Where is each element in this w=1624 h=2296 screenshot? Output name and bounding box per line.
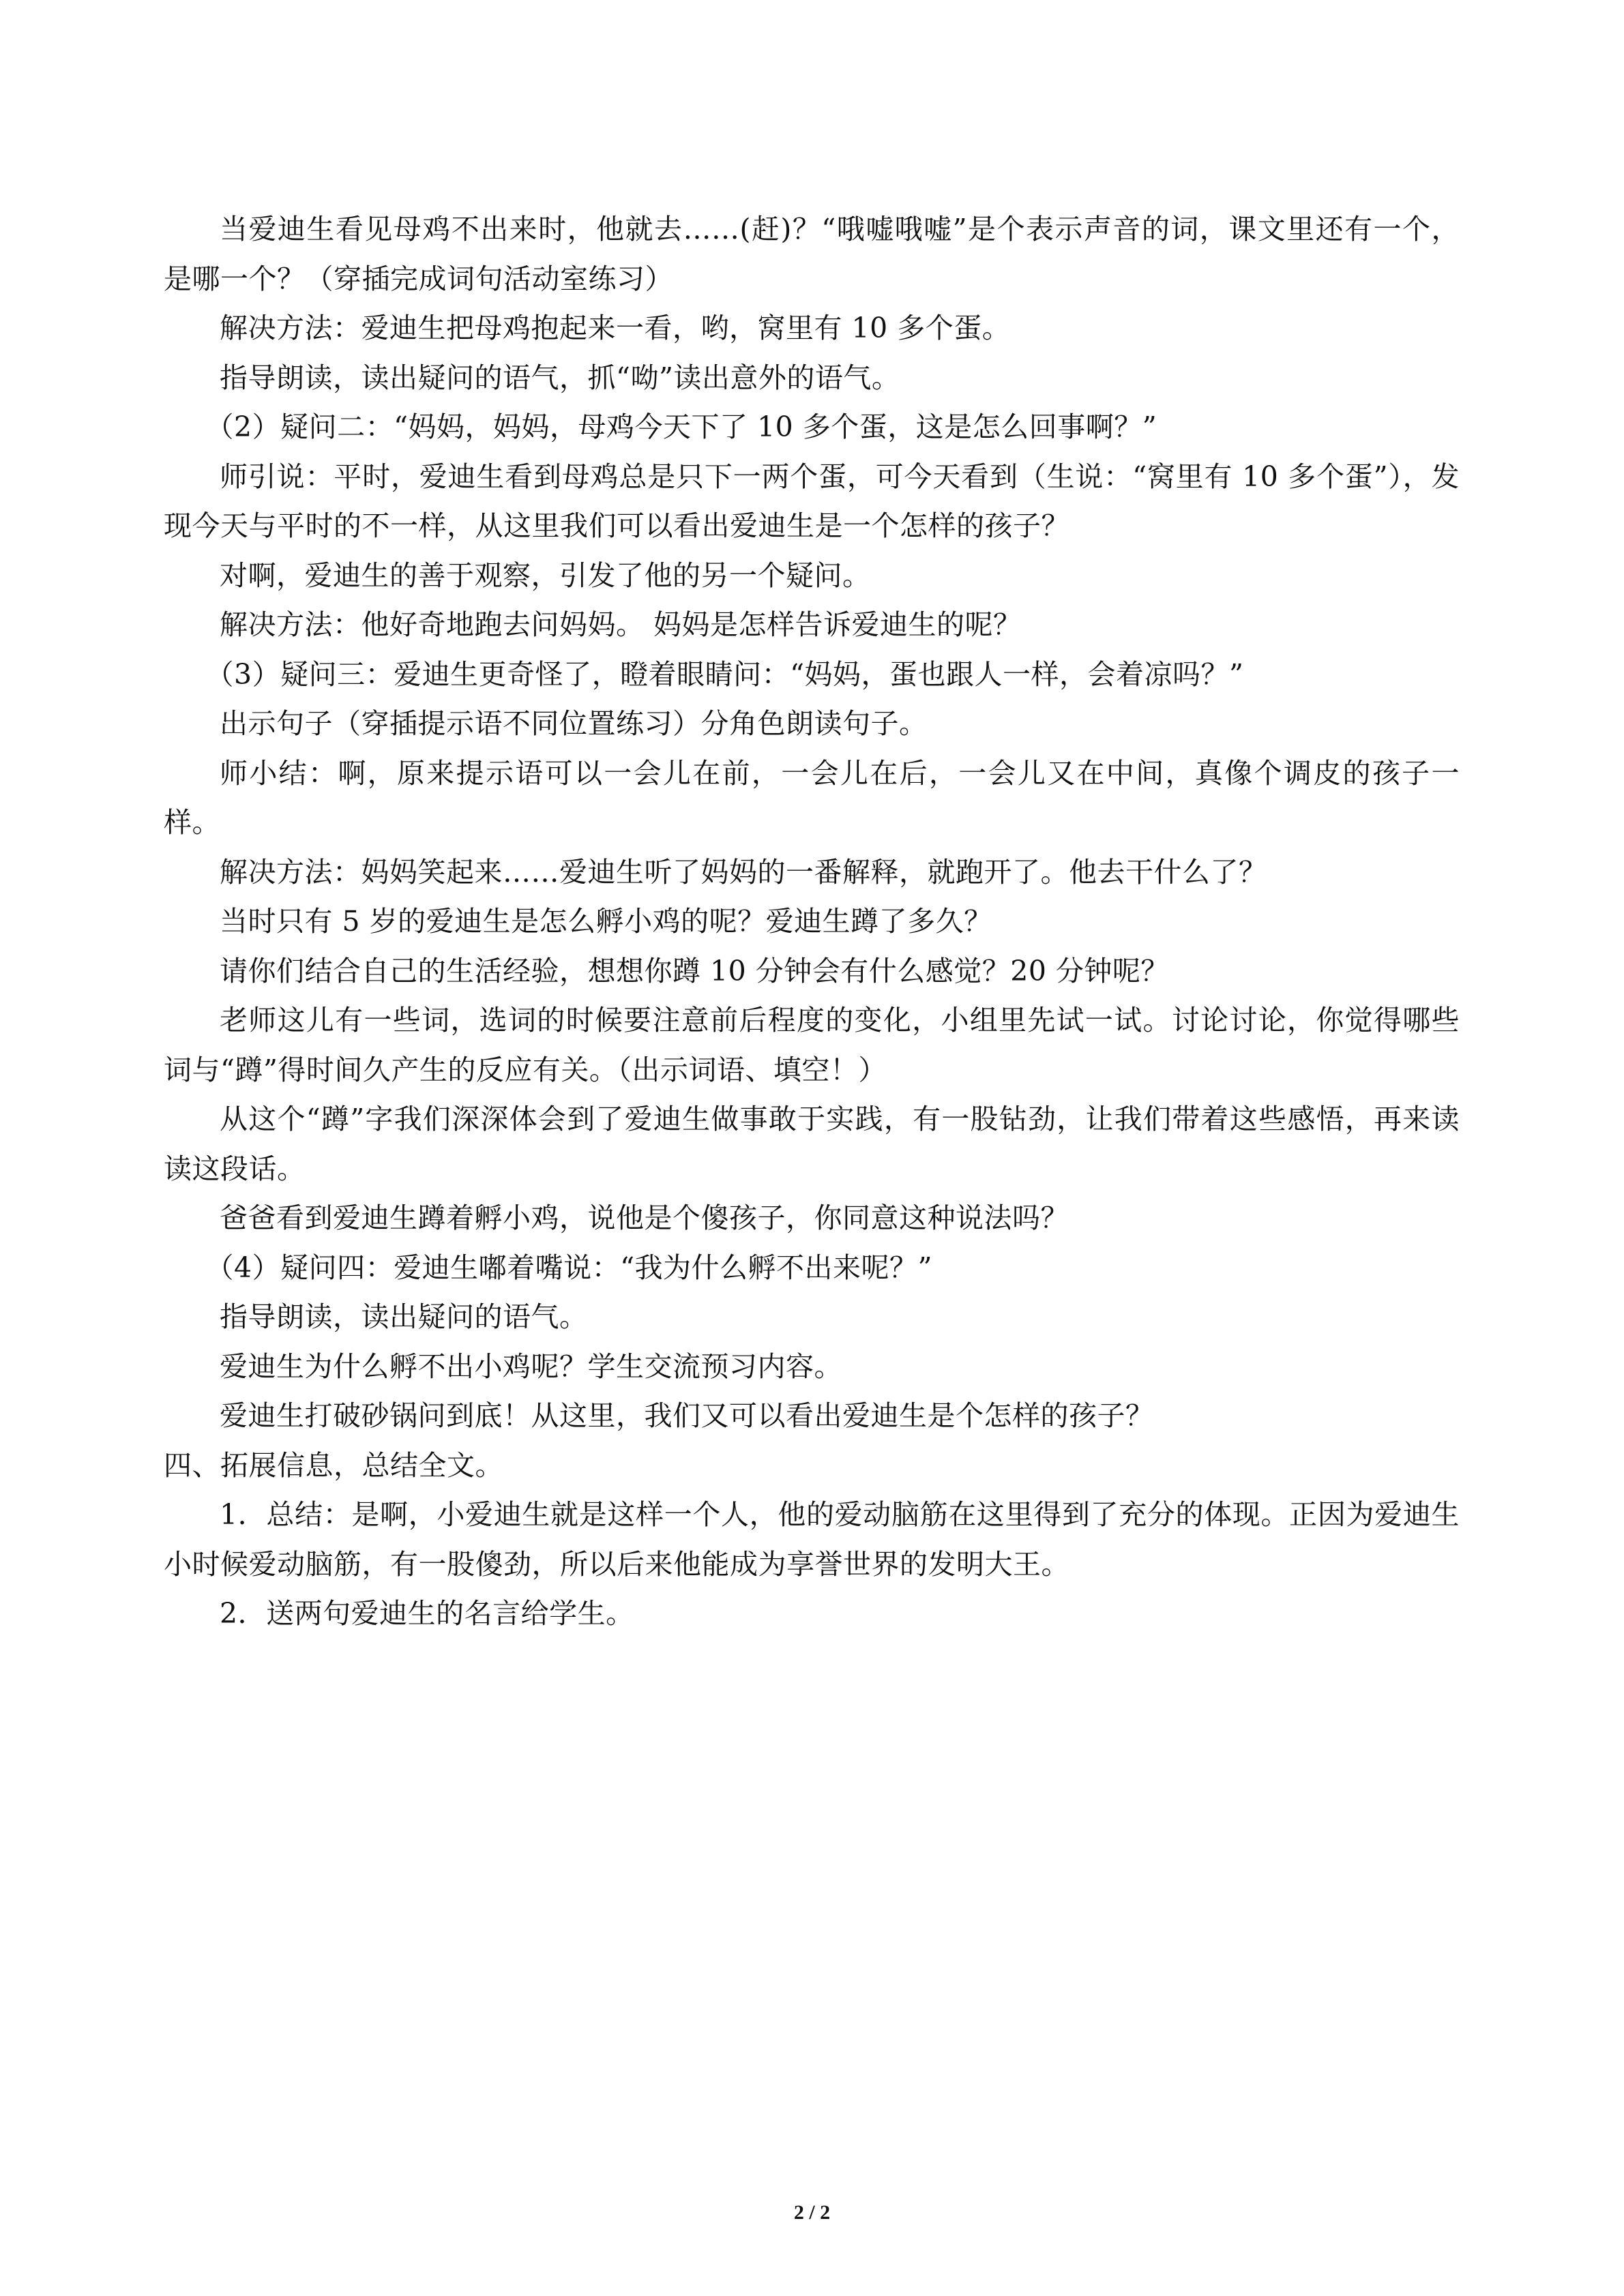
paragraph: 指导朗读，读出疑问的语气。 — [220, 1300, 588, 1333]
paragraph: 从这个“蹲”字我们深深体会到了爱迪生做事敢于实践，有一股钻劲，让我们带着这些感悟，再来读读这段话。 — [164, 1103, 1460, 1185]
document-body — [164, 205, 1460, 1639]
paragraph: （4）疑问四：爱迪生嘟着嘴说：“我为什么孵不出来呢？” — [205, 1251, 933, 1284]
paragraph: 解决方法：妈妈笑起来……爱迪生听了妈妈的一番解释，就跑开了。他去干什么了？ — [220, 855, 1267, 889]
paragraph: 师引说：平时，爱迪生看到母鸡总是只下一两个蛋，可今天看到（生说：“窝里有 10 多个蛋”），发现今天与平时的不一样，从这里我们可以看出爱迪生是一个怎样的孩子？ — [164, 460, 1460, 542]
paragraph: 对啊，爱迪生的善于观察，引发了他的另一个疑问。 — [220, 558, 871, 592]
paragraph: 请你们结合自己的生活经验，想想你蹲 10 分钟会有什么感觉？20 分钟呢？ — [220, 954, 1169, 987]
paragraph: 爱迪生打破砂锅问到底！从这里，我们又可以看出爱迪生是个怎样的孩子？ — [220, 1399, 1154, 1432]
paragraph: 师小结：啊，原来提示语可以一会儿在前，一会儿在后，一会儿又在中间，真像个调皮的孩子一样。 — [164, 756, 1460, 839]
paragraph: 解决方法：爱迪生把母鸡抱起来一看，哟，窝里有 10 多个蛋。 — [220, 312, 1011, 344]
paragraph: 爸爸看到爱迪生蹲着孵小鸡，说他是个傻孩子，你同意这种说法吗？ — [220, 1202, 1069, 1234]
paragraph: （2）疑问二：“妈妈，妈妈，母鸡今天下了 10 多个蛋，这是怎么回事啊？” — [205, 411, 1157, 443]
section-heading: 四、拓展信息，总结全文。 — [164, 1448, 503, 1482]
paragraph: 2．送两句爱迪生的名言给学生。 — [220, 1597, 634, 1630]
paragraph: 出示句子（穿插提示语不同位置练习）分角色朗读句子。 — [220, 707, 928, 740]
page-number: 2 / 2 — [793, 2201, 831, 2224]
paragraph: 当时只有 5 岁的爱迪生是怎么孵小鸡的呢？爱迪生蹲了多久？ — [220, 905, 992, 938]
paragraph: （3）疑问三：爱迪生更奇怪了，瞪着眼睛问：“妈妈，蛋也跟人一样，会着凉吗？” — [205, 657, 1244, 691]
paragraph: 爱迪生为什么孵不出小鸡呢？学生交流预习内容。 — [220, 1350, 842, 1383]
paragraph: 解决方法：他好奇地跑去问妈妈。 妈妈是怎样告诉爱迪生的呢？ — [220, 608, 1022, 641]
paragraph: 1．总结：是啊，小爱迪生就是这样一个人，他的爱动脑筋在这里得到了充分的体现。正因为爱迪生小时候爱动脑筋，有一股傻劲，所以后来他能成为享誉世界的发明大王。 — [164, 1498, 1460, 1581]
paragraph: 老师这儿有一些词，选词的时候要注意前后程度的变化，小组里先试一试。讨论讨论，你觉得哪些词与“蹲”得时间久产生的反应有关。（出示词语、填空！） — [164, 1004, 1460, 1086]
paragraph: 当爱迪生看见母鸡不出来时，他就去……(赶)？“哦嘘哦嘘”是个表示声音的词，课文里还有一个，是哪一个？（穿插完成词句活动室练习） — [164, 213, 1460, 295]
paragraph: 指导朗读，读出疑问的语气，抓“呦”读出意外的语气。 — [220, 361, 900, 394]
